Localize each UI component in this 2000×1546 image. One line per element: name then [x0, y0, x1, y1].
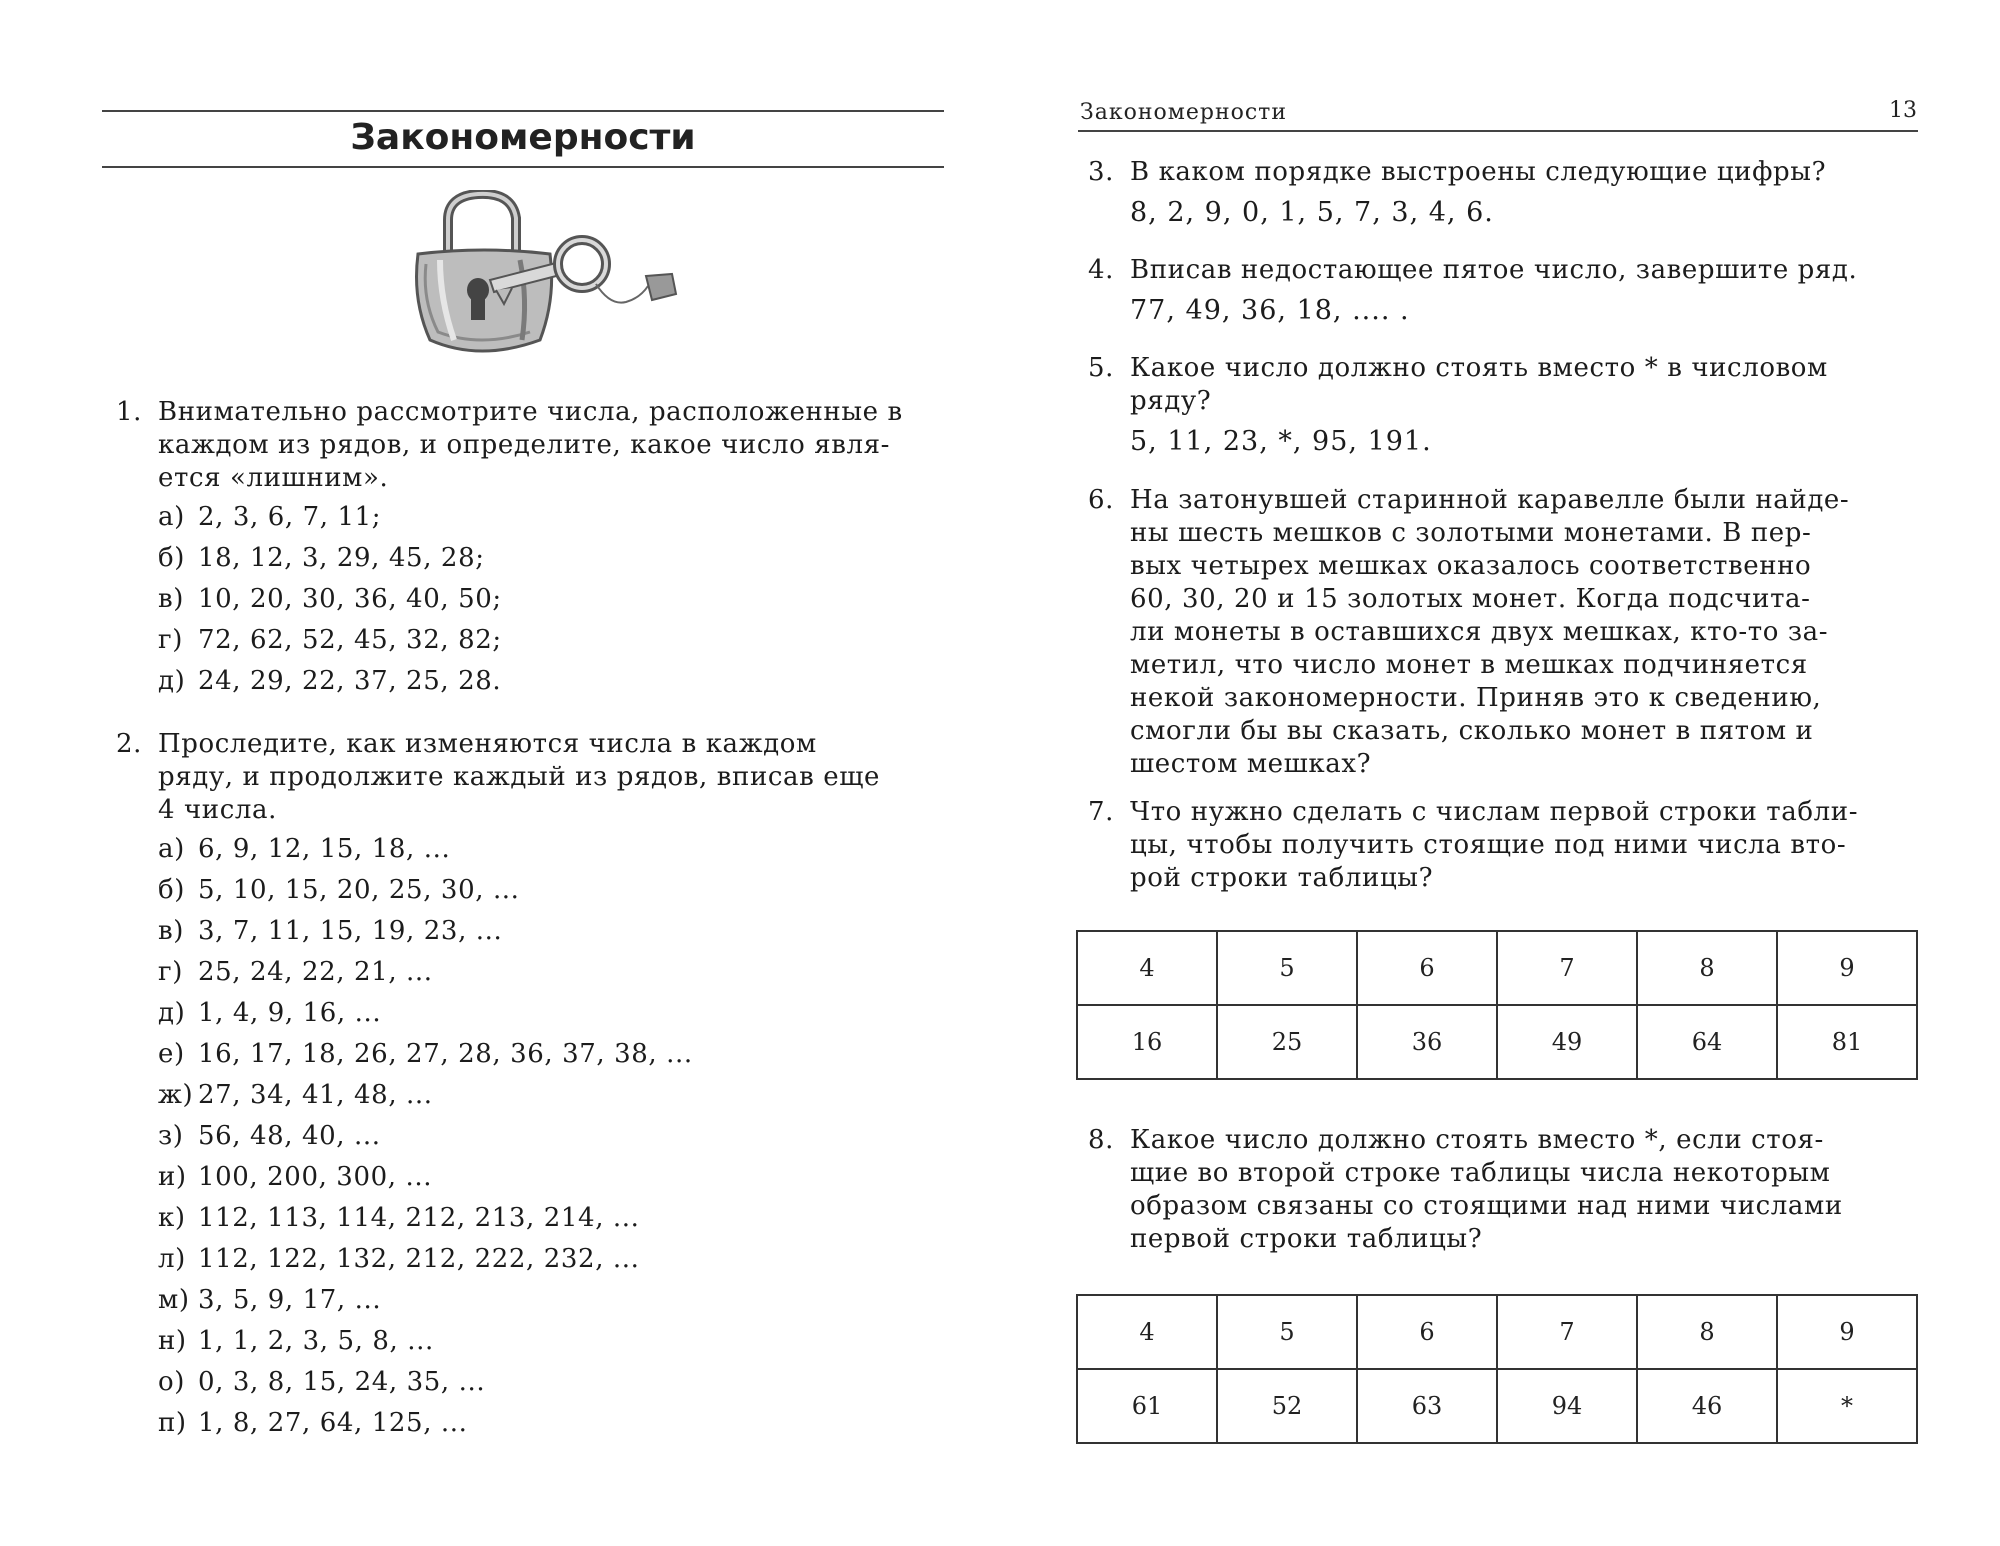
- table-cell: 7: [1497, 931, 1637, 1005]
- item-letter: и): [158, 1162, 187, 1192]
- problem-3: [1088, 156, 1918, 233]
- item-sequence: 24, 29, 22, 37, 25, 28.: [198, 666, 502, 696]
- problem-text-line: Вписав недостающее пятое число, завершите ряд.: [1130, 255, 1858, 285]
- right-page: [1000, 0, 2000, 1546]
- item-letter: а): [158, 834, 185, 864]
- list-item: [158, 1403, 944, 1444]
- table-cell: 61: [1077, 1369, 1217, 1443]
- table-cell: 4: [1077, 931, 1217, 1005]
- problem-text-line: смогли бы вы сказать, сколько монет в пятом и: [1130, 716, 1814, 746]
- problem-text: [1130, 796, 1918, 895]
- table-cell: 94: [1497, 1369, 1637, 1443]
- chapter-title: Закономерности: [350, 117, 696, 158]
- title-bottom-rule: [102, 166, 944, 168]
- padlock-with-key-icon: [400, 190, 690, 370]
- header-rule: [1078, 130, 1918, 132]
- problem-number: 3.: [1088, 157, 1115, 187]
- page-number: 13: [1889, 98, 1917, 123]
- problem-8: [1088, 1124, 1918, 1256]
- table-row: [1077, 931, 1917, 1005]
- list-item: [158, 1116, 944, 1157]
- table-cell: *: [1777, 1369, 1917, 1443]
- item-sequence: 10, 20, 30, 36, 40, 50;: [198, 584, 502, 614]
- problem-text-line: шестом мешках?: [1130, 749, 1372, 779]
- table-cell: 6: [1357, 931, 1497, 1005]
- list-item: [158, 829, 944, 870]
- problem-text-line: некой закономерности. Приняв это к сведению,: [1130, 683, 1822, 713]
- problem-text-line: 4 числа.: [158, 795, 277, 825]
- item-sequence: 3, 7, 11, 15, 19, 23, ...: [198, 916, 503, 946]
- problem-4: [1088, 254, 1918, 331]
- problem-number: 2.: [116, 729, 143, 759]
- problem-text: [158, 728, 944, 827]
- item-sequence: 112, 113, 114, 212, 213, 214, ...: [198, 1203, 640, 1233]
- problem-2: [116, 728, 944, 1444]
- list-item: [158, 911, 944, 952]
- problem-number: 8.: [1088, 1125, 1115, 1155]
- problem-text: [1130, 1124, 1918, 1256]
- table-problem-8: [1076, 1294, 1918, 1444]
- problem-text-line: Какое число должно стоять вместо * в числовом: [1130, 353, 1828, 383]
- problem-text: [1130, 352, 1918, 418]
- problem-text-line: Внимательно рассмотрите числа, расположенные в: [158, 397, 903, 427]
- list-item: [158, 1075, 944, 1116]
- list-item: [158, 579, 944, 620]
- item-sequence: 16, 17, 18, 26, 27, 28, 36, 37, 38, ...: [198, 1039, 693, 1069]
- number-sequence: 8, 2, 9, 0, 1, 5, 7, 3, 4, 6.: [1130, 197, 1494, 228]
- item-sequence: 1, 8, 27, 64, 125, ...: [198, 1408, 468, 1438]
- item-letter: л): [158, 1244, 186, 1274]
- item-letter: б): [158, 543, 185, 573]
- list-item: [158, 1034, 944, 1075]
- table-cell: 25: [1217, 1005, 1357, 1079]
- item-letter: б): [158, 875, 185, 905]
- problem-text-line: 60, 30, 20 и 15 золотых монет. Когда подсчита-: [1130, 584, 1811, 614]
- table-cell: 81: [1777, 1005, 1917, 1079]
- table-cell: 7: [1497, 1295, 1637, 1369]
- table-cell: 8: [1637, 931, 1777, 1005]
- item-letter: к): [158, 1203, 186, 1233]
- list-item: [158, 1157, 944, 1198]
- item-sequence: 56, 48, 40, ...: [198, 1121, 381, 1151]
- item-sequence: 25, 24, 22, 21, ...: [198, 957, 433, 987]
- running-head: Закономерности: [1080, 100, 1288, 125]
- list-item: [158, 538, 944, 579]
- problem-text-line: щие во второй строке таблицы числа некоторым: [1130, 1158, 1831, 1188]
- table-row: [1077, 1369, 1917, 1443]
- problem-text-line: Какое число должно стоять вместо *, если стоя-: [1130, 1125, 1824, 1155]
- item-letter: м): [158, 1285, 190, 1315]
- problem-text-line: образом связаны со стоящими над ними числами: [1130, 1191, 1843, 1221]
- list-item: [158, 1321, 944, 1362]
- table-cell: 4: [1077, 1295, 1217, 1369]
- problem-number: 6.: [1088, 485, 1115, 515]
- problem-5: [1088, 352, 1918, 462]
- problem-text: [1130, 484, 1918, 781]
- item-sequence: 5, 10, 15, 20, 25, 30, ...: [198, 875, 520, 905]
- list-item: [158, 870, 944, 911]
- list-item: [158, 993, 944, 1034]
- problem-text-line: вых четырех мешках оказалось соответственно: [1130, 551, 1812, 581]
- list-item: [158, 1198, 944, 1239]
- item-letter: г): [158, 625, 183, 655]
- table-cell: 9: [1777, 1295, 1917, 1369]
- item-letter: в): [158, 916, 184, 946]
- item-letter: з): [158, 1121, 184, 1151]
- table-cell: 5: [1217, 1295, 1357, 1369]
- list-item: [158, 1239, 944, 1280]
- problem-text-line: Проследите, как изменяются числа в каждом: [158, 729, 817, 759]
- item-sequence: 2, 3, 6, 7, 11;: [198, 502, 382, 532]
- item-letter: п): [158, 1408, 187, 1438]
- problem-text-line: В каком порядке выстроены следующие цифры?: [1130, 157, 1827, 187]
- problem-text-line: ряду?: [1130, 386, 1212, 416]
- problem-text-line: метил, что число монет в мешках подчиняется: [1130, 650, 1808, 680]
- item-sequence: 6, 9, 12, 15, 18, ...: [198, 834, 451, 864]
- problem-text-line: ряду, и продолжите каждый из рядов, вписав еще: [158, 762, 880, 792]
- table-row: [1077, 1005, 1917, 1079]
- table-cell: 9: [1777, 931, 1917, 1005]
- problem-text-line: Что нужно сделать с числам первой строки табли-: [1130, 797, 1859, 827]
- problem-text-line: каждом из рядов, и определите, какое число явля-: [158, 430, 890, 460]
- list-item: [158, 661, 944, 702]
- list-item: [158, 620, 944, 661]
- problem-text-line: ны шесть мешков с золотыми монетами. В пер-: [1130, 518, 1812, 548]
- list-item: [158, 1280, 944, 1321]
- item-letter: г): [158, 957, 183, 987]
- list-item: [158, 1362, 944, 1403]
- problem-6: [1088, 484, 1918, 781]
- table-cell: 64: [1637, 1005, 1777, 1079]
- problem-text-line: цы, чтобы получить стоящие под ними числа вто-: [1130, 830, 1847, 860]
- item-sequence: 72, 62, 52, 45, 32, 82;: [198, 625, 502, 655]
- problem-text-line: ется «лишним».: [158, 463, 389, 493]
- item-sequence: 18, 12, 3, 29, 45, 28;: [198, 543, 485, 573]
- table-row: [1077, 1295, 1917, 1369]
- list-item: [158, 497, 944, 538]
- item-sequence: 27, 34, 41, 48, ...: [198, 1080, 433, 1110]
- problem-text-line: На затонувшей старинной каравелле были найде-: [1130, 485, 1850, 515]
- problem-number: 1.: [116, 397, 143, 427]
- item-sequence: 1, 4, 9, 16, ...: [198, 998, 382, 1028]
- table-cell: 63: [1357, 1369, 1497, 1443]
- item-letter: о): [158, 1367, 185, 1397]
- item-letter: а): [158, 502, 185, 532]
- table-cell: 6: [1357, 1295, 1497, 1369]
- item-sequence: 3, 5, 9, 17, ...: [198, 1285, 382, 1315]
- table-cell: 5: [1217, 931, 1357, 1005]
- table-cell: 49: [1497, 1005, 1637, 1079]
- table-cell: 46: [1637, 1369, 1777, 1443]
- item-sequence: 1, 1, 2, 3, 5, 8, ...: [198, 1326, 434, 1356]
- sequence-list: [158, 829, 944, 1444]
- problem-text-line: ли монеты в оставшихся двух мешках, кто-то за-: [1130, 617, 1829, 647]
- problem-number: 4.: [1088, 255, 1115, 285]
- problem-text-line: первой строки таблицы?: [1130, 1224, 1483, 1254]
- problem-text: [158, 396, 944, 495]
- problem-number: 5.: [1088, 353, 1115, 383]
- number-sequence: 77, 49, 36, 18, .... .: [1130, 295, 1410, 326]
- item-letter: д): [158, 666, 186, 696]
- problem-number: 7.: [1088, 797, 1115, 827]
- item-letter: в): [158, 584, 184, 614]
- table-problem-7: [1076, 930, 1918, 1080]
- table-cell: 8: [1637, 1295, 1777, 1369]
- item-sequence: 0, 3, 8, 15, 24, 35, ...: [198, 1367, 486, 1397]
- item-sequence: 100, 200, 300, ...: [198, 1162, 433, 1192]
- problem-text-line: рой строки таблицы?: [1130, 863, 1434, 893]
- item-letter: н): [158, 1326, 187, 1356]
- number-sequence: 5, 11, 23, *, 95, 191.: [1130, 426, 1432, 457]
- sequence-list: [158, 497, 944, 702]
- table-cell: 52: [1217, 1369, 1357, 1443]
- list-item: [158, 952, 944, 993]
- table-cell: 36: [1357, 1005, 1497, 1079]
- problem-7: [1088, 796, 1918, 895]
- problem-1: [116, 396, 944, 702]
- item-letter: д): [158, 998, 186, 1028]
- table-cell: 16: [1077, 1005, 1217, 1079]
- item-sequence: 112, 122, 132, 212, 222, 232, ...: [198, 1244, 640, 1274]
- item-letter: е): [158, 1039, 185, 1069]
- item-letter: ж): [158, 1080, 194, 1110]
